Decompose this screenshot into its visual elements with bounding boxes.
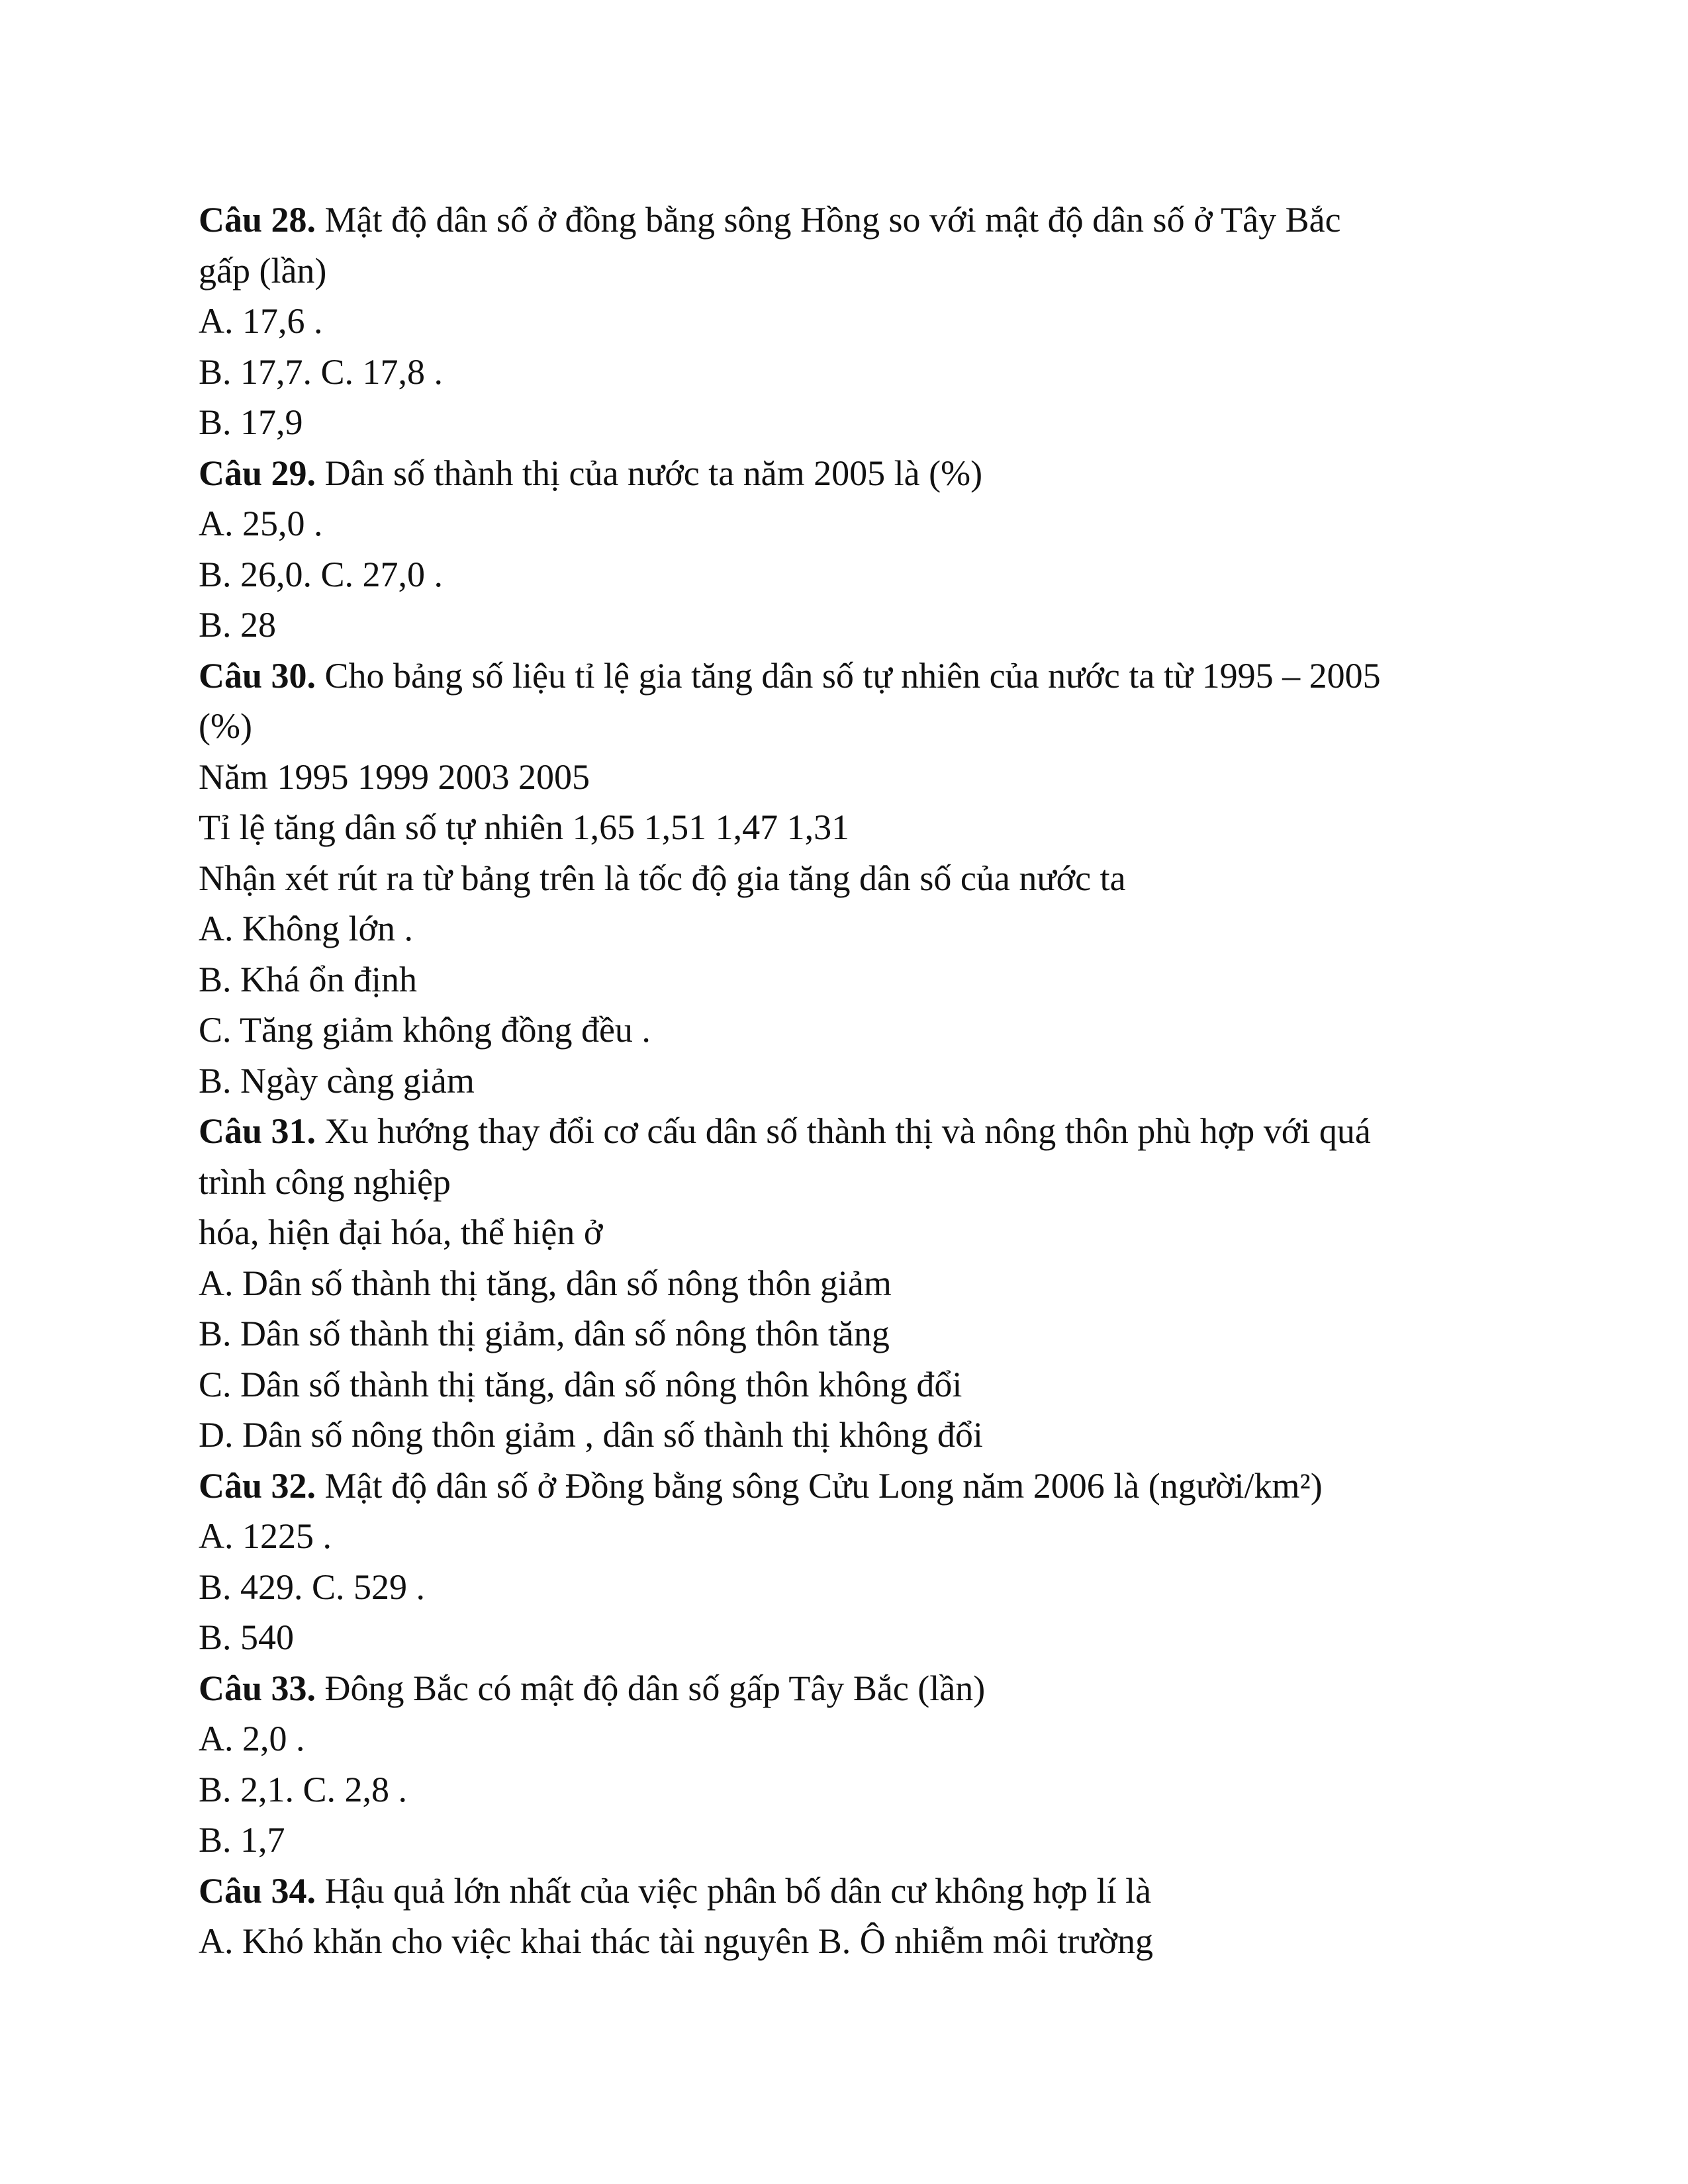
question-line: Nhận xét rút ra từ bảng trên là tốc độ gia tăng dân số của nước ta — [199, 858, 1126, 898]
answer-option: A. 25,0 . — [199, 504, 323, 543]
answer-option: C. Dân số thành thị tăng, dân số nông thôn không đổi — [199, 1364, 962, 1404]
question-heading — [199, 1461, 1523, 1512]
question-text: Cho bảng số liệu tỉ lệ gia tăng dân số tự nhiên của nước ta từ 1995 – 2005 — [316, 655, 1381, 696]
question-heading — [199, 1663, 1523, 1714]
data-table-row-rates: Tỉ lệ tăng dân số tự nhiên 1,65 1,51 1,47 1,31 — [199, 807, 850, 847]
answer-option: B. Khá ổn định — [199, 959, 417, 999]
document-page — [199, 195, 1523, 1967]
answer-option: B. 28 — [199, 605, 277, 645]
question-label: Câu 32. — [199, 1465, 316, 1506]
question-line: (%) — [199, 706, 252, 746]
question-heading — [199, 1866, 1523, 1917]
answer-option: B. 2,1. C. 2,8 . — [199, 1769, 408, 1809]
question-text: Mật độ dân số ở đồng bằng sông Hồng so với mật độ dân số ở Tây Bắc — [316, 200, 1341, 240]
answer-option: B. 540 — [199, 1617, 295, 1657]
question-line: trình công nghiệp — [199, 1161, 451, 1202]
question-29 — [199, 448, 1523, 651]
answer-option: B. 17,7. C. 17,8 . — [199, 351, 444, 392]
question-label: Câu 31. — [199, 1111, 316, 1151]
answer-option: B. 1,7 — [199, 1820, 285, 1860]
question-heading — [199, 195, 1523, 246]
answer-option: B. 17,9 — [199, 402, 303, 442]
question-text: Hậu quả lớn nhất của việc phân bố dân cư không hợp lí là — [316, 1870, 1152, 1911]
question-text: Đông Bắc có mật độ dân số gấp Tây Bắc (lần) — [316, 1668, 986, 1708]
question-heading — [199, 1106, 1523, 1157]
answer-option: A. Dân số thành thị tăng, dân số nông thôn giảm — [199, 1263, 892, 1303]
question-28 — [199, 195, 1523, 448]
question-text: Xu hướng thay đổi cơ cấu dân số thành thị và nông thôn phù hợp với quá — [316, 1111, 1371, 1151]
answer-option: A. 2,0 . — [199, 1719, 305, 1758]
question-text: Dân số thành thị của nước ta năm 2005 là (%) — [316, 453, 983, 493]
data-table-row-years: Năm 1995 1999 2003 2005 — [199, 756, 590, 797]
question-line: hóa, hiện đại hóa, thể hiện ở — [199, 1212, 603, 1252]
answer-option: B. Ngày càng giảm — [199, 1060, 475, 1101]
question-heading — [199, 448, 1523, 499]
question-heading — [199, 651, 1523, 702]
question-label: Câu 33. — [199, 1668, 316, 1708]
question-31 — [199, 1106, 1523, 1461]
answer-option: C. Tăng giảm không đồng đều . — [199, 1010, 651, 1050]
question-line: gấp (lần) — [199, 250, 327, 291]
answer-option: A. 1225 . — [199, 1516, 332, 1556]
answer-option: B. 429. C. 529 . — [199, 1567, 426, 1607]
question-32 — [199, 1461, 1523, 1663]
question-label: Câu 28. — [199, 200, 316, 240]
question-30 — [199, 651, 1523, 1107]
answer-option: A. Không lớn . — [199, 909, 414, 948]
answer-option: A. Khó khăn cho việc khai thác tài nguyên B. Ô nhiễm môi trường — [199, 1921, 1154, 1961]
question-34 — [199, 1866, 1523, 1967]
answer-option: B. Dân số thành thị giảm, dân số nông thôn tăng — [199, 1314, 890, 1353]
answer-option: A. 17,6 . — [199, 301, 323, 341]
question-label: Câu 34. — [199, 1870, 316, 1911]
question-label: Câu 29. — [199, 453, 316, 493]
question-33 — [199, 1663, 1523, 1866]
question-label: Câu 30. — [199, 655, 316, 696]
answer-option: D. Dân số nông thôn giảm , dân số thành thị không đổi — [199, 1415, 983, 1455]
answer-option: B. 26,0. C. 27,0 . — [199, 554, 444, 594]
question-text: Mật độ dân số ở Đồng bằng sông Cửu Long năm 2006 là (người/km²) — [316, 1465, 1323, 1506]
